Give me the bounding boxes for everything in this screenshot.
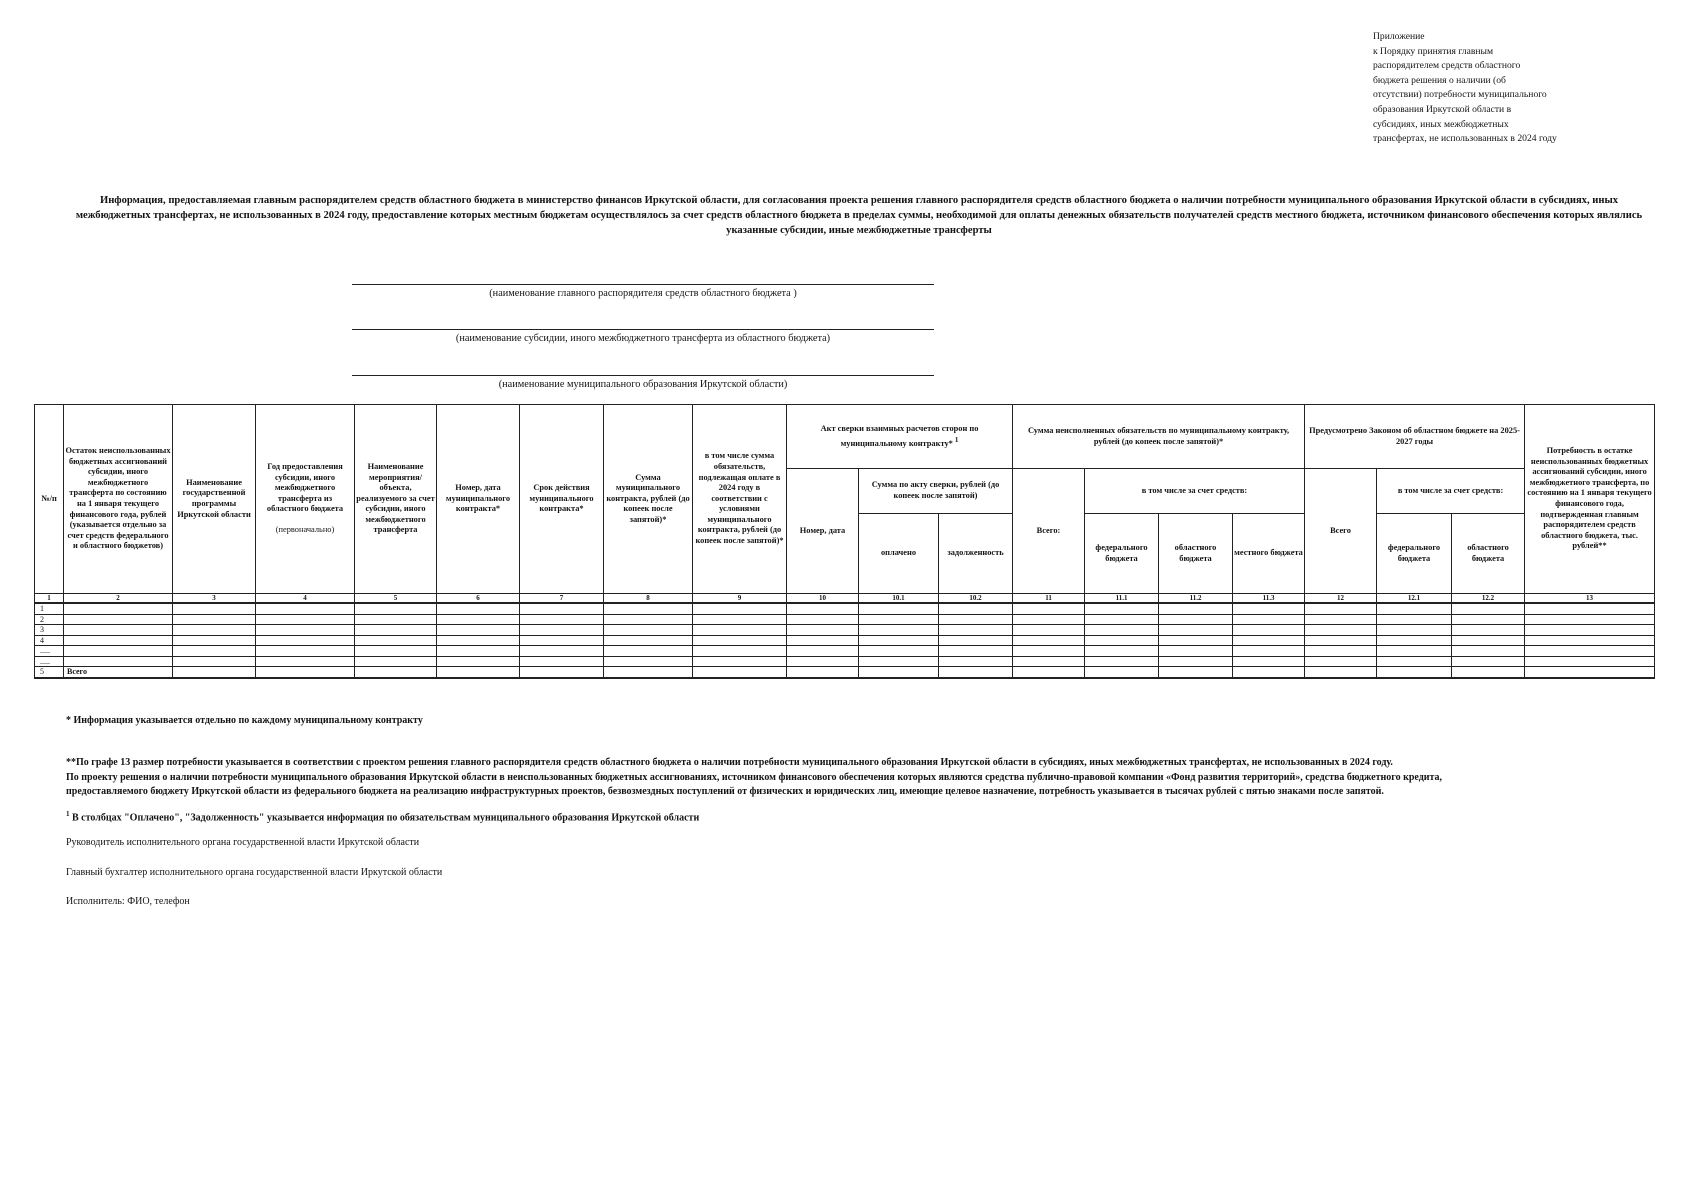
table-cell [1085,635,1159,646]
table-cell [604,646,693,657]
table-cell [1452,646,1525,657]
footnote-column-13 [66,756,1626,800]
table-cell [173,625,256,636]
column-number: 11.1 [1085,594,1159,604]
header-col-13: Потребность в остатке неиспользованных бюджетных ассигнований субсидии, иного межбюджетного трансферта, по состоянию на 1 января текущего финансового года, подтвержденная главным распорядителем средств областного бюджета, тыс. рублей** [1525,405,1655,594]
header-col-12-2: областного бюджета [1452,514,1525,594]
table-row [35,614,1655,625]
table-cell [1525,625,1655,636]
table-cell [693,646,787,657]
table-cell [355,656,437,667]
table-cell [1525,667,1655,678]
table-cell [256,603,355,614]
table-cell [1233,667,1305,678]
header-group-10-sub: Сумма по акту сверки, рублей (до копеек после запятой) [859,469,1013,514]
table-cell [1525,603,1655,614]
row-label [64,635,173,646]
appendix-line: трансфертах, не использованных в 2024 году [1373,133,1557,145]
header-col-4 [256,405,355,594]
table-cell [1159,603,1233,614]
table-cell [520,667,604,678]
header-col-6: Номер, дата муниципального контракта* [437,405,520,594]
table-cell [693,614,787,625]
row-number: ..... [35,656,64,667]
table-cell [787,646,859,657]
table-cell [1452,656,1525,667]
table-cell [437,667,520,678]
table-cell [355,667,437,678]
column-number: 12.1 [1377,594,1452,604]
row-label [64,614,173,625]
footnote-line: предоставляемого бюджету Иркутской области из федерального бюджета на реализацию инфраструктурных проектов, безвозмездных поступлений от физических и юридических лиц, имеющие целевое назначение, потребность указывается в тысячах рублей с пятью знаками после запятой. [66,786,1384,797]
table-cell [173,603,256,614]
column-number: 11.2 [1159,594,1233,604]
table-cell [1013,656,1085,667]
table-cell [1525,635,1655,646]
table-cell [604,667,693,678]
table-cell [1233,614,1305,625]
row-number: 1 [35,603,64,614]
table-cell [1525,614,1655,625]
header-col-8: Сумма муниципального контракта, рублей (до копеек после запятой)* [604,405,693,594]
table-cell [1233,646,1305,657]
row-number: ..... [35,646,64,657]
table-cell [787,667,859,678]
table-cell [1377,603,1452,614]
table-row [35,646,1655,657]
table-cell [437,603,520,614]
table-cell [1159,625,1233,636]
table-cell [939,614,1013,625]
header-group-11: Сумма неисполненных обязательств по муниципальному контракту, рублей (до копеек после запятой)* [1013,405,1305,469]
column-number: 12 [1305,594,1377,604]
table-cell [173,635,256,646]
appendix-line: к Порядку принятия главным [1373,45,1494,57]
header-col-12-1: федерального бюджета [1377,514,1452,594]
table-cell [1085,614,1159,625]
header-col-10-2: задолженность [939,514,1013,594]
table-cell [1377,656,1452,667]
table-cell [1305,614,1377,625]
table-cell [256,625,355,636]
table-cell [1305,625,1377,636]
header-col-11: Всего: [1013,469,1085,594]
header-col-10-1: оплачено [859,514,939,594]
table-cell [1013,625,1085,636]
table-cell [1085,667,1159,678]
table-cell [256,646,355,657]
table-cell [1159,635,1233,646]
table-cell [859,635,939,646]
table-cell [1452,635,1525,646]
header-col-3: Наименование государственной программы Иркутской области [173,405,256,594]
table-row [35,635,1655,646]
footnote-line: По проекту решения о наличии потребности муниципального образования Иркутской области в неиспользованных бюджетных ассигнованиях, источником финансового обеспечения которых являются средства публично-правовой компании «Фонд развития территорий», средства бюджетного кредита, [66,771,1443,783]
table-cell [787,614,859,625]
table-cell [355,625,437,636]
column-number: 8 [604,594,693,604]
column-number: 4 [256,594,355,604]
table-cell [355,614,437,625]
table-cell [787,625,859,636]
table-cell [787,603,859,614]
column-number: 11.3 [1233,594,1305,604]
row-label [64,625,173,636]
table-row [35,656,1655,667]
footnote-marker: 1 [66,810,70,818]
table-cell [859,646,939,657]
footnote-line: **По графе 13 размер потребности указывается в соответствии с проектом решения главного распорядителя средств областного бюджета о наличии потребности муниципального образования Иркутской области в субсидиях, иных межбюджетных трансфертах, не использованных в 2024 году. [66,757,1393,768]
header-col-9: в том числе сумма обязательств, подлежащая оплате в 2024 году в соответствии с условиями муниципального контракта, рублей (до копеек после запятой)* [693,405,787,594]
table-cell [1013,603,1085,614]
signature-chief-accountant: Главный бухгалтер исполнительного органа государственной власти Иркутской области [66,867,443,878]
column-number: 1 [35,594,64,604]
table-cell [173,646,256,657]
appendix-line: распорядителем средств областного [1373,60,1521,72]
table-cell [1305,603,1377,614]
table-cell [520,656,604,667]
table-cell [1013,635,1085,646]
header-col-11-3: местного бюджета [1233,514,1305,594]
table-cell [859,614,939,625]
column-number: 6 [437,594,520,604]
table-cell [1085,646,1159,657]
table-cell [604,614,693,625]
table-cell [1377,667,1452,678]
field-caption: (наименование субсидии, иного межбюджетного трансферта из областного бюджета) [455,333,831,344]
table-cell [1305,646,1377,657]
header-col-11-2: областного бюджета [1159,514,1233,594]
row-number: 3 [35,625,64,636]
header-group-10 [787,405,1013,469]
signature-head: Руководитель исполнительного органа государственной власти Иркутской области [66,837,420,848]
table-cell [939,603,1013,614]
table-cell [1159,646,1233,657]
table-cell [1159,667,1233,678]
table-cell [437,614,520,625]
table-cell [1377,614,1452,625]
header-group-10-sup: 1 [954,435,959,444]
field-line [352,284,934,285]
table-cell [437,646,520,657]
table-cell [1377,635,1452,646]
table-cell [437,656,520,667]
header-col-11-1: федерального бюджета [1085,514,1159,594]
header-col-12: Всего [1305,469,1377,594]
row-number: 5 [35,667,64,678]
table-row [35,667,1655,678]
signature-executor: Исполнитель: ФИО, телефон [66,896,190,907]
field-line [352,375,934,376]
row-label [64,646,173,657]
table-cell [939,646,1013,657]
table-cell [1233,625,1305,636]
table-cell [693,625,787,636]
field-caption: (наименование главного распорядителя средств областного бюджета ) [489,288,797,299]
column-number: 3 [173,594,256,604]
column-number: 10.1 [859,594,939,604]
field-caption: (наименование муниципального образования Иркутской области) [498,379,788,390]
table-cell [859,625,939,636]
table-cell [1085,625,1159,636]
row-number: 4 [35,635,64,646]
table-cell [1159,656,1233,667]
table-cell [437,635,520,646]
header-group-12: Предусмотрено Законом об областном бюджете на 2025-2027 годы [1305,405,1525,469]
header-group-11-sub: в том числе за счет средств: [1085,469,1305,514]
header-col-2: Остаток неиспользованных бюджетных ассигнований субсидии, иного межбюджетного трансферта по состоянию на 1 января текущего финансового года, рублей (указывается отдельно за счет средств федерального и областного бюджетов) [64,405,173,594]
table-cell [1159,614,1233,625]
header-group-10-text: Акт сверки взаимных расчетов сторон по муниципальному контракту* [820,424,979,448]
table-cell [859,603,939,614]
table-cell [1377,625,1452,636]
table-cell [256,667,355,678]
header-col-1: №/п [35,405,64,594]
table-cell [693,635,787,646]
table-cell [939,635,1013,646]
column-number: 10.2 [939,594,1013,604]
table-cell [1452,667,1525,678]
table-cell [939,656,1013,667]
table-row [35,625,1655,636]
table-cell [1085,603,1159,614]
table-cell [520,635,604,646]
table-cell [520,614,604,625]
table-cell [693,656,787,667]
appendix-line: субсидиях, иных межбюджетных [1373,118,1509,130]
table-cell [693,603,787,614]
footnote-text: В столбцах "Оплачено", "Задолженность" указывается информация по обязательствам муниципального образования Иркутской области [69,812,700,824]
table-cell [437,625,520,636]
table-cell [604,603,693,614]
table-cell [859,656,939,667]
column-number: 7 [520,594,604,604]
table-cell [1233,603,1305,614]
column-number: 10 [787,594,859,604]
table-cell [173,614,256,625]
table-cell [604,635,693,646]
table-cell [256,635,355,646]
table-cell [1013,667,1085,678]
table-cell [1525,646,1655,657]
appendix-line: бюджета решения о наличии (об [1373,74,1506,86]
table-cell [693,667,787,678]
field-line [352,329,934,330]
table-cell [604,656,693,667]
table-cell [1525,656,1655,667]
table-cell [1013,646,1085,657]
column-number: 12.2 [1452,594,1525,604]
data-table [34,404,1655,679]
table-cell [256,656,355,667]
table-cell [939,667,1013,678]
header-group-12-sub: в том числе за счет средств: [1377,469,1525,514]
header-col-7: Срок действия муниципального контракта* [520,405,604,594]
table-cell [520,646,604,657]
table-cell [1233,656,1305,667]
table-cell [1305,635,1377,646]
appendix-line: отсутствии) потребности муниципального [1373,89,1547,101]
field-subsidy-name [352,329,934,344]
table-cell [1085,656,1159,667]
table-cell [173,667,256,678]
table-cell [1452,625,1525,636]
appendix-line: Приложение [1373,31,1425,42]
table-cell [520,625,604,636]
footnote-contract: * Информация указывается отдельно по каждому муниципальному контракту [66,715,423,726]
row-label [64,603,173,614]
table-cell [1305,656,1377,667]
table-cell [939,625,1013,636]
table-cell [787,635,859,646]
row-label: Всего [64,667,173,678]
row-number: 2 [35,614,64,625]
table-cell [1233,635,1305,646]
column-number: 2 [64,594,173,604]
document-title: Информация, предоставляемая главным распорядителем средств областного бюджета в министерство финансов Иркутской области, для согласования проекта решения главного распорядителя средств областного бюджета о наличии потребности муниципального образования Иркутской области в субсидиях, иных межбюджетных трансфертах, не использованных в 2024 году, предоставление которых местным бюджетам осуществлялось за счет средств областного бюджета в пределах суммы, необходимой для оплаты денежных обязательств получателей средств местного бюджета, источником финансового обеспечения которых являлись указанные субсидии, иные межбюджетные трансферты [75,195,1643,237]
table-row [35,603,1655,614]
row-label [64,656,173,667]
header-col-5: Наименование мероприятия/ объекта, реализуемого за счет субсидии, иного межбюджетного трансферта [355,405,437,594]
table-cell [1452,614,1525,625]
header-col-4-main: Год предоставления субсидии, иного межбюджетного трансферта из областного бюджета [266,461,344,514]
appendix-note [1373,30,1613,147]
table-cell [1305,667,1377,678]
header-col-4-note: (первоначально) [275,525,335,535]
table-cell [355,635,437,646]
column-number-row [35,594,1655,604]
footnote-reconciliation [66,807,699,826]
table-cell [859,667,939,678]
table-cell [256,614,355,625]
header-col-10: Номер, дата [787,469,859,594]
table-cell [1452,603,1525,614]
appendix-line: образования Иркутской области в [1373,103,1512,115]
column-number: 9 [693,594,787,604]
table-cell [355,603,437,614]
table-cell [355,646,437,657]
field-chief-manager [352,284,934,299]
column-number: 5 [355,594,437,604]
table-cell [1377,646,1452,657]
table-cell [787,656,859,667]
field-municipality-name [352,375,934,390]
column-number: 13 [1525,594,1655,604]
table-cell [604,625,693,636]
table-cell [520,603,604,614]
table-cell [173,656,256,667]
column-number: 11 [1013,594,1085,604]
table-cell [1013,614,1085,625]
